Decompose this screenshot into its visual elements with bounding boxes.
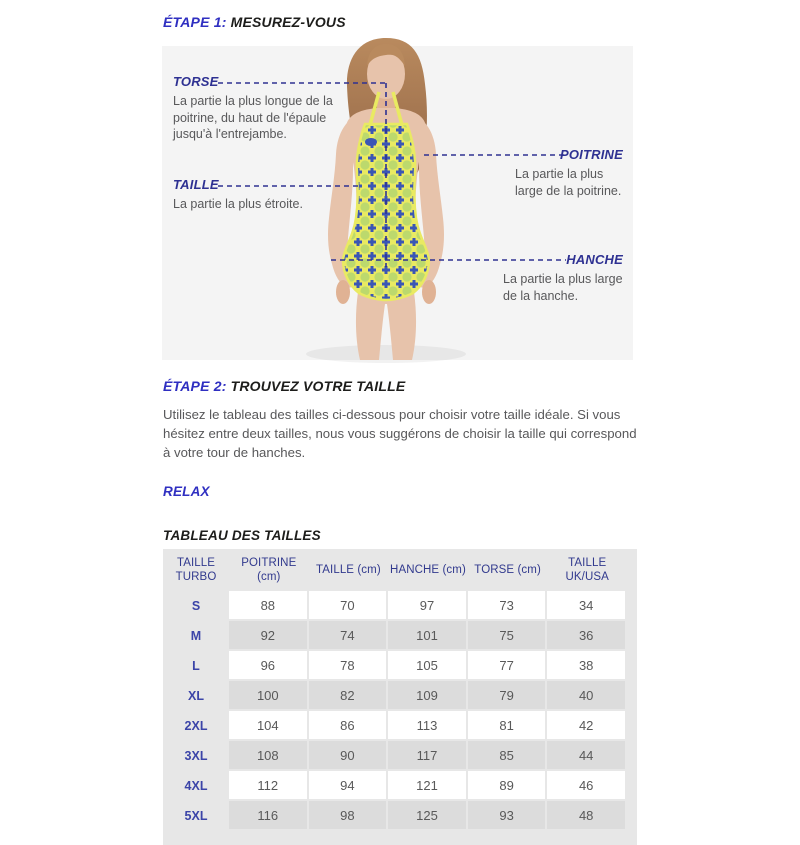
size-value-cell: 89 [468,771,548,801]
size-label: S [191,599,201,614]
annotation-taille-description: La partie la plus étroite. [173,197,303,211]
table-row [163,771,627,801]
size-value-cell: 109 [388,681,468,711]
size-value-cell: 101 [388,621,468,651]
table-row [163,621,627,651]
size-value-cell: 81 [468,711,548,741]
size-value-cell: 94 [309,771,389,801]
annotation-hanche [503,252,623,304]
size-table [163,549,627,831]
column-header-taille-turbo: TAILLE TURBO [175,557,217,584]
size-value-cell: 88 [229,591,309,621]
step2-paragraph: Utilisez le tableau des tailles ci-dessous pour choisir votre taille idéale. Si vous hésitez entre deux tailles, nous vous suggérons de choisir la taille qui correspond à votre tour de hanches. [163,407,637,461]
measurement-diagram [162,46,633,360]
size-value-cell: 36 [547,621,627,651]
size-table-header [163,549,627,591]
size-value-cell: 85 [468,741,548,771]
style-name: RELAX [163,484,210,500]
annotation-hanche-description: La partie la plus large de la hanche. [503,272,623,303]
column-header-poitrine: POITRINE (cm) [241,557,297,584]
size-value-cell: 38 [547,651,627,681]
annotation-torse [173,74,345,143]
size-value-cell: 34 [547,591,627,621]
size-value-cell: 104 [229,711,309,741]
size-value-cell: 116 [229,801,309,831]
size-value-cell: 75 [468,621,548,651]
column-header-hanche: HANCHE (cm) [390,564,466,577]
table-row [163,741,627,771]
size-value-cell: 105 [388,651,468,681]
size-value-cell: 74 [309,621,389,651]
table-row [163,591,627,621]
size-value-cell: 92 [229,621,309,651]
step1-title: MESUREZ-VOUS [230,14,346,30]
size-value-cell: 96 [229,651,309,681]
annotation-taille-label: TAILLE [173,177,219,192]
size-guide-page [0,14,800,824]
size-value-cell: 97 [388,591,468,621]
column-header-taille-uk-usa: TAILLE UK/USA [565,557,609,584]
model-left-hand [336,280,350,304]
annotation-poitrine [515,147,623,199]
annotation-torse-description: La partie la plus longue de la poitrine, du haut de l'épaule jusqu'à l'entrejambe. [173,94,333,141]
size-value-cell: 108 [229,741,309,771]
table-row [163,681,627,711]
size-table-body [163,591,627,831]
swimsuit-logo [365,138,377,146]
annotation-poitrine-label: POITRINE [560,147,623,162]
table-row [163,801,627,831]
step1-label: ÉTAPE 1: [163,14,227,30]
step2-heading [163,378,637,394]
step2-title: TROUVEZ VOTRE TAILLE [230,378,406,394]
size-label: 5XL [184,809,208,824]
annotation-taille [173,177,353,213]
size-value-cell: 93 [468,801,548,831]
size-label: XL [188,689,204,704]
size-value-cell: 113 [388,711,468,741]
column-header-taille: TAILLE (cm) [315,564,381,577]
floor-shadow [306,345,466,363]
size-label: 3XL [184,749,208,764]
size-value-cell: 70 [309,591,389,621]
size-value-cell: 42 [547,711,627,741]
size-value-cell: 48 [547,801,627,831]
size-value-cell: 77 [468,651,548,681]
size-value-cell: 121 [388,771,468,801]
size-label: 2XL [184,719,208,734]
size-label: 4XL [184,779,208,794]
annotation-hanche-label: HANCHE [566,252,623,267]
step1-heading [163,14,637,30]
size-value-cell: 46 [547,771,627,801]
size-table-container [163,549,637,845]
size-value-cell: 78 [309,651,389,681]
size-value-cell: 90 [309,741,389,771]
step2-label: ÉTAPE 2: [163,378,227,394]
annotation-torse-label: TORSE [173,74,219,89]
size-table-title: TABLEAU DES TAILLES [163,528,321,544]
size-value-cell: 44 [547,741,627,771]
table-row [163,711,627,741]
size-value-cell: 79 [468,681,548,711]
size-value-cell: 100 [229,681,309,711]
size-value-cell: 73 [468,591,548,621]
table-row [163,651,627,681]
size-label: M [190,629,202,644]
size-value-cell: 117 [388,741,468,771]
size-value-cell: 98 [309,801,389,831]
size-value-cell: 125 [388,801,468,831]
annotation-poitrine-description: La partie la plus large de la poitrine. [515,167,622,198]
size-label: L [192,659,200,674]
size-value-cell: 112 [229,771,309,801]
size-value-cell: 40 [547,681,627,711]
size-value-cell: 82 [309,681,389,711]
model-right-hand [422,280,436,304]
column-header-torse: TORSE (cm) [474,564,541,577]
size-value-cell: 86 [309,711,389,741]
